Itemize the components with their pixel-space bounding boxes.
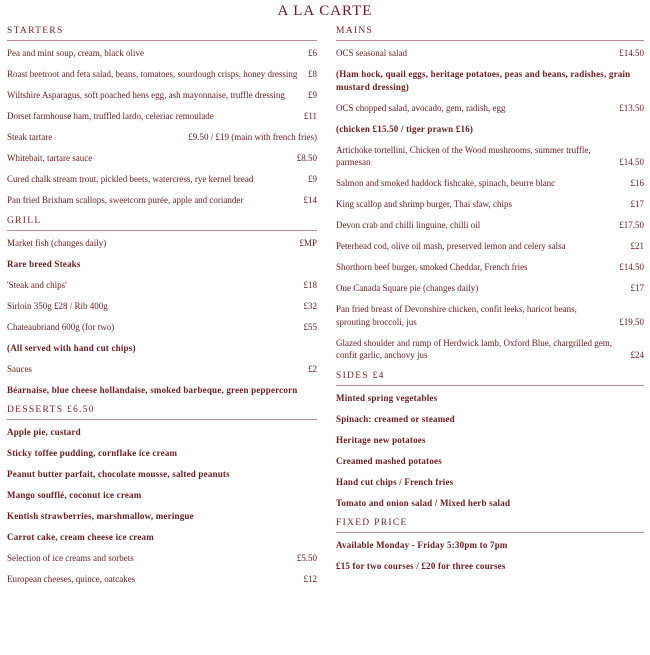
menu-item-price: £2 bbox=[308, 363, 317, 374]
section-heading: SIDES £4 bbox=[336, 371, 644, 386]
menu-item bbox=[7, 68, 317, 81]
menu-item bbox=[336, 177, 644, 190]
menu-item-name: Peterhead cod, olive oil mash, preserved lemon and celery salsa bbox=[336, 241, 566, 251]
section-mains bbox=[336, 26, 644, 362]
menu-item-name: (chicken £15.50 / tiger prawn £16) bbox=[336, 123, 474, 134]
menu-item-name: Cured chalk stream trout, pickled beets, watercress, rye kernel bread bbox=[7, 174, 254, 184]
menu-item-name: Glazed shoulder and rump of Herdwick lamb, Oxford Blue, chargrilled gem, confit garlic, anchovy jus bbox=[336, 337, 613, 360]
menu-item bbox=[7, 573, 317, 586]
menu-item bbox=[336, 219, 644, 232]
menu-item-price: £14.50 bbox=[619, 157, 644, 167]
menu-item bbox=[7, 321, 317, 334]
menu-item bbox=[336, 413, 644, 426]
menu-item-name: Sirloin 350g £28 / Rib 400g bbox=[7, 300, 108, 311]
menu-item bbox=[7, 152, 317, 165]
menu-item bbox=[7, 552, 317, 565]
menu-item bbox=[7, 131, 317, 144]
menu-item-price: £6 bbox=[308, 48, 317, 58]
left-column bbox=[7, 26, 317, 595]
menu-item-name: Pea and mint soup, cream, black olive bbox=[7, 48, 144, 58]
menu-item bbox=[336, 497, 644, 510]
menu-item bbox=[336, 47, 644, 60]
menu-item-name: Market fish (changes daily) bbox=[7, 237, 107, 248]
menu-item bbox=[336, 476, 644, 489]
menu-item bbox=[336, 68, 644, 93]
menu-item-price: £11 bbox=[303, 111, 317, 121]
menu-item-name: Roast beetroot and feta salad, beans, tomatoes, sourdough crisps, honey dressing bbox=[7, 69, 298, 79]
menu-item bbox=[7, 510, 317, 523]
section-desserts-6-50 bbox=[7, 405, 317, 586]
section-fixed-price bbox=[336, 518, 644, 573]
menu-item-name: Spinach: creamed or steamed bbox=[336, 413, 455, 424]
right-column bbox=[336, 26, 644, 582]
menu-item-name: Mango soufflé, coconut ice cream bbox=[7, 490, 142, 500]
menu-item-name: Minted spring vegetables bbox=[336, 392, 438, 403]
menu-item bbox=[7, 384, 317, 397]
menu-item bbox=[7, 110, 317, 123]
menu-item bbox=[336, 240, 644, 253]
menu-title: A LA CARTE bbox=[277, 3, 373, 19]
menu-item-name: (All served with hand cut chips) bbox=[7, 342, 136, 353]
menu-item-price: £24 bbox=[630, 350, 644, 360]
menu-item bbox=[336, 123, 644, 136]
menu-item-name: Béarnaise, blue cheese hollandaise, smoked barbeque, green peppercorn bbox=[7, 384, 298, 395]
menu-item bbox=[7, 258, 317, 271]
menu-item-name: (Ham hock, quail eggs, heritage potatoes, peas and beans, radishes, grain mustard dressing) bbox=[336, 69, 631, 92]
menu-item-name: Heritage new potatoes bbox=[336, 434, 426, 445]
menu-item-name: Apple pie, custard bbox=[7, 427, 81, 437]
menu-item bbox=[7, 426, 317, 439]
menu-item-name: Tomato and onion salad / Mixed herb salad bbox=[336, 497, 511, 508]
menu-item bbox=[7, 489, 317, 502]
menu-item-price: £55 bbox=[303, 321, 317, 332]
menu-item bbox=[7, 279, 317, 292]
menu-item-name: Creamed mashed potatoes bbox=[336, 455, 442, 466]
menu-item bbox=[7, 173, 317, 186]
menu-item bbox=[7, 89, 317, 102]
menu-item bbox=[336, 539, 644, 552]
menu-item-name: Shorthorn beef burger, smoked Cheddar, French fries bbox=[336, 262, 528, 272]
menu-item-name: Sticky toffee pudding, cornflake ice cream bbox=[7, 448, 178, 458]
menu-item-price: £21 bbox=[630, 241, 644, 251]
menu-item bbox=[336, 434, 644, 447]
menu-item-price: £12 bbox=[303, 574, 317, 584]
menu-item bbox=[336, 392, 644, 405]
menu-item bbox=[336, 303, 644, 328]
menu-item bbox=[336, 102, 644, 115]
menu-item bbox=[336, 455, 644, 468]
menu-item-price: £17 bbox=[630, 283, 644, 293]
menu-item bbox=[7, 300, 317, 313]
menu-item-price: £17.50 bbox=[619, 220, 644, 230]
menu-item-name: Whitebait, tartare sauce bbox=[7, 153, 93, 163]
menu-item-name: Wiltshire Asparagus, soft poached hens egg, ash mayonnaise, truffle dressing bbox=[7, 90, 285, 100]
menu-item-name: Peanut butter parfait, chocolate mousse, salted peanuts bbox=[7, 469, 230, 479]
menu-item-price: £16 bbox=[630, 178, 644, 188]
menu-item-name: Hand cut chips / French fries bbox=[336, 476, 454, 487]
menu-item-name: European cheeses, quince, oatcakes bbox=[7, 574, 136, 584]
menu-item-name: Selection of ice creams and sorbets bbox=[7, 553, 134, 563]
menu-item-price: £14.50 bbox=[619, 48, 644, 58]
menu-item-name: Dorset farmhouse ham, truffled lardo, celeriac remoulade bbox=[7, 111, 214, 121]
section-starters bbox=[7, 26, 317, 207]
menu-item-name: Pan fried breast of Devonshire chicken, confit leeks, haricot beans, sprouting broccoli, jus bbox=[336, 304, 577, 327]
menu-item-name: Artichoke tortellini, Chicken of the Wood mushrooms, summer truffle, parmesan bbox=[336, 144, 591, 167]
section-heading: FIXED PRICE bbox=[336, 518, 644, 533]
menu-item-name: £15 for two courses / £20 for three courses bbox=[336, 561, 506, 571]
menu-item bbox=[7, 447, 317, 460]
menu-item-name: Steak tartare bbox=[7, 132, 53, 142]
menu-item bbox=[7, 47, 317, 60]
menu-item-name: Available Monday - Friday 5:30pm to 7pm bbox=[336, 540, 508, 550]
menu-item bbox=[7, 363, 317, 376]
section-heading: DESSERTS £6.50 bbox=[7, 405, 317, 420]
menu-item bbox=[336, 144, 644, 169]
menu-item-name: OCS chopped salad, avocado, gem, radish, egg bbox=[336, 102, 506, 113]
menu-item bbox=[7, 237, 317, 250]
menu-item-name: King scallop and shrimp burger, Thai slaw, chips bbox=[336, 199, 512, 209]
menu-item bbox=[336, 261, 644, 274]
menu-item-name: OCS seasonal salad bbox=[336, 48, 407, 58]
section-heading: MAINS bbox=[336, 26, 644, 41]
menu-item-name: Chateaubriand 600g (for two) bbox=[7, 321, 115, 332]
menu-item-price: £17 bbox=[630, 199, 644, 209]
section-heading: STARTERS bbox=[7, 26, 317, 41]
menu-item-price: £19.50 bbox=[619, 316, 644, 327]
menu-item-price: £9 bbox=[308, 174, 317, 184]
menu-item-name: Kentish strawberries, marshmallow, meringue bbox=[7, 511, 194, 521]
menu-item-price: £9 bbox=[308, 90, 317, 100]
menu-item bbox=[336, 282, 644, 295]
menu-item bbox=[336, 198, 644, 211]
menu-item-price: £9.50 / £19 (main with french fries) bbox=[188, 132, 317, 142]
menu-item-name: Carrot cake, cream cheese ice cream bbox=[7, 532, 154, 542]
menu-item-price: £8.50 bbox=[296, 153, 317, 163]
menu-item-price: £14.50 bbox=[619, 262, 644, 272]
section-grill bbox=[7, 216, 317, 397]
menu-item bbox=[336, 560, 644, 573]
section-heading: GRILL bbox=[7, 216, 317, 231]
menu-item-price: £18 bbox=[303, 279, 317, 290]
menu-item-price: £14 bbox=[303, 195, 317, 205]
menu-item-price: £8 bbox=[308, 69, 317, 79]
menu-item-name: Pan fried Brixham scallops, sweetcorn purée, apple and coriander bbox=[7, 195, 244, 205]
menu-item-name: Devon crab and chilli linguine, chilli oil bbox=[336, 220, 481, 230]
menu-item-name: Rare breed Steaks bbox=[7, 258, 81, 269]
menu-item-name: One Canada Square pie (changes daily) bbox=[336, 283, 479, 293]
section-sides-4 bbox=[336, 371, 644, 510]
menu-item bbox=[7, 531, 317, 544]
menu-item-name: 'Steak and chips' bbox=[7, 279, 67, 290]
menu-item-price: £MP bbox=[299, 237, 317, 248]
menu-item bbox=[336, 337, 644, 362]
menu-item bbox=[7, 342, 317, 355]
menu-item-price: £32 bbox=[303, 300, 317, 311]
menu-item bbox=[7, 194, 317, 207]
menu-item-price: £13.50 bbox=[619, 102, 644, 113]
menu-item-name: Sauces bbox=[7, 363, 32, 374]
menu-item-price: £5.50 bbox=[296, 553, 317, 563]
menu-item bbox=[7, 468, 317, 481]
menu-item-name: Salmon and smoked haddock fishcake, spinach, beurre blanc bbox=[336, 178, 556, 188]
